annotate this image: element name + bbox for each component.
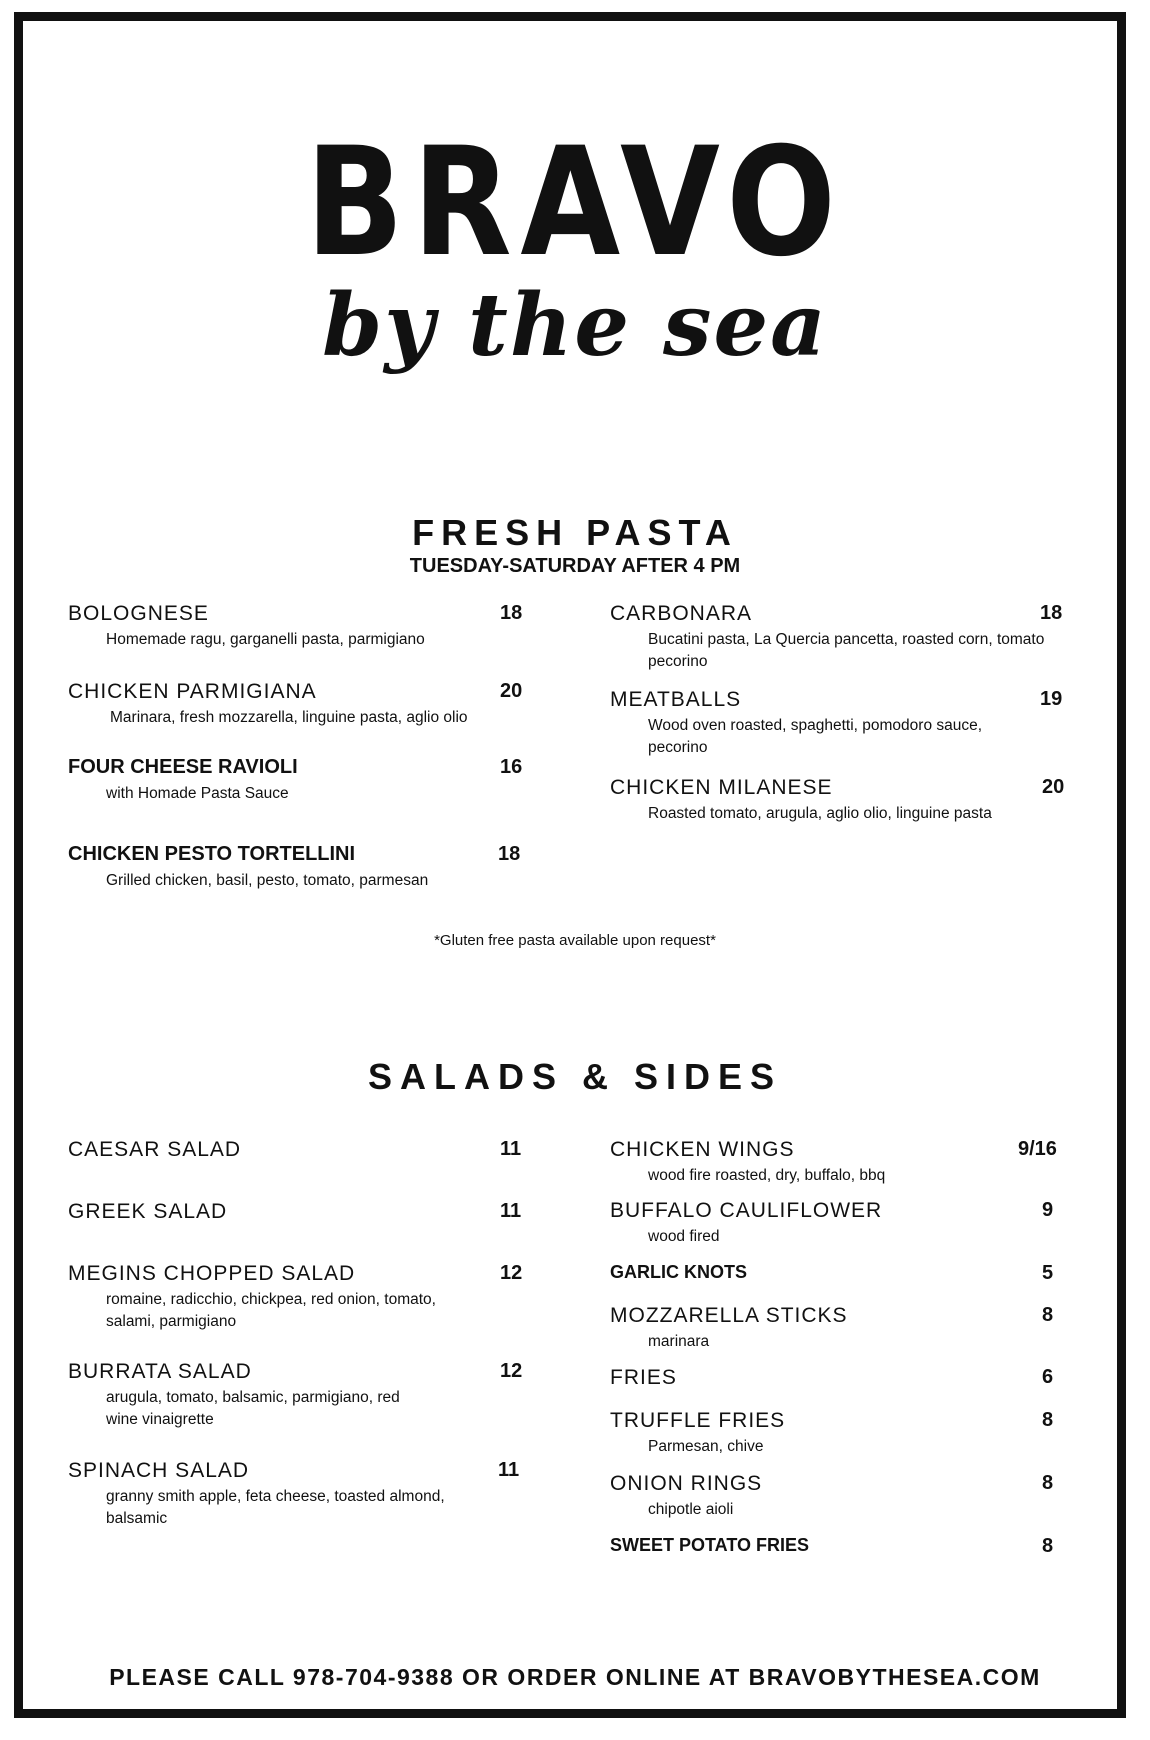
item-name: GARLIC KNOTS [610, 1262, 747, 1282]
item-price: 20 [500, 680, 523, 702]
item-price: 12 [500, 1360, 523, 1382]
pasta-section-title: FRESH PASTA [412, 512, 738, 553]
item-description: Roasted tomato, arugula, aglio olio, linguine pasta [648, 805, 992, 822]
item-description: arugula, tomato, balsamic, parmigiano, red wine vinaigrette [106, 1389, 400, 1428]
item-description: Parmesan, chive [648, 1438, 764, 1455]
item-price: 11 [500, 1138, 522, 1160]
item-name: CHICKEN PESTO TORTELLINI [68, 843, 356, 865]
item-price: 11 [500, 1200, 522, 1222]
order-info-footer: PLEASE CALL 978-704-9388 OR ORDER ONLINE AT BRAVOBYTHESEA.COM [109, 1664, 1041, 1690]
item-description: Bucatini pasta, La Quercia pancetta, roasted corn, tomato pecorino [648, 631, 1045, 670]
item-price: 8 [1042, 1535, 1054, 1557]
brand-logo-name: BRAVO [305, 116, 845, 290]
item-name: CHICKEN MILANESE [610, 776, 833, 799]
item-description: wood fire roasted, dry, buffalo, bbq [648, 1167, 886, 1184]
item-price: 16 [500, 756, 523, 778]
item-price: 19 [1040, 688, 1063, 710]
item-name: CARBONARA [610, 602, 753, 625]
item-price: 18 [498, 843, 521, 865]
salads-section-title: SALADS & SIDES [367, 1056, 783, 1097]
pasta-section-subtitle: TUESDAY-SATURDAY AFTER 4 PM [409, 555, 741, 577]
item-name: CAESAR SALAD [68, 1138, 242, 1161]
item-price: 6 [1042, 1366, 1054, 1388]
item-price: 20 [1042, 776, 1065, 798]
item-name: TRUFFLE FRIES [610, 1409, 786, 1432]
item-name: FOUR CHEESE RAVIOLI [68, 756, 298, 778]
item-name: BURRATA SALAD [68, 1360, 252, 1383]
item-name: MEGINS CHOPPED SALAD [68, 1262, 356, 1285]
item-price: 18 [1040, 602, 1063, 624]
item-description: with Homade Pasta Sauce [106, 785, 289, 802]
item-name: BUFFALO CAULIFLOWER [610, 1199, 883, 1222]
item-name: MOZZARELLA STICKS [610, 1304, 848, 1327]
item-name: MEATBALLS [610, 688, 742, 711]
item-price: 9/16 [1018, 1138, 1057, 1160]
item-name: CHICKEN PARMIGIANA [68, 680, 317, 703]
item-name: FRIES [610, 1366, 677, 1389]
item-price: 18 [500, 602, 523, 624]
item-description: granny smith apple, feta cheese, toasted almond, balsamic [106, 1488, 445, 1527]
item-price: 9 [1042, 1199, 1054, 1221]
item-description: Marinara, fresh mozzarella, linguine pasta, aglio olio [110, 709, 468, 726]
item-description: wood fired [648, 1228, 720, 1245]
item-description: Homemade ragu, garganelli pasta, parmigiano [106, 631, 425, 648]
item-price: 11 [498, 1459, 520, 1481]
item-description: Grilled chicken, basil, pesto, tomato, parmesan [106, 872, 429, 889]
item-price: 8 [1042, 1472, 1054, 1494]
brand-logo-tagline: by the sea [322, 275, 828, 376]
item-price: 8 [1042, 1409, 1054, 1431]
item-description: chipotle aioli [648, 1501, 734, 1518]
item-description: marinara [648, 1333, 710, 1350]
item-name: GREEK SALAD [68, 1200, 228, 1223]
item-name: BOLOGNESE [68, 602, 209, 625]
item-name: SWEET POTATO FRIES [610, 1535, 810, 1555]
gluten-free-note: *Gluten free pasta available upon request* [434, 932, 716, 949]
item-price: 5 [1042, 1262, 1054, 1284]
item-price: 12 [500, 1262, 523, 1284]
item-name: SPINACH SALAD [68, 1459, 250, 1482]
item-price: 8 [1042, 1304, 1054, 1326]
item-description: romaine, radicchio, chickpea, red onion, tomato, salami, parmigiano [106, 1291, 436, 1330]
item-name: ONION RINGS [610, 1472, 763, 1495]
item-name: CHICKEN WINGS [610, 1138, 795, 1161]
item-description: Wood oven roasted, spaghetti, pomodoro sauce, pecorino [648, 717, 983, 756]
